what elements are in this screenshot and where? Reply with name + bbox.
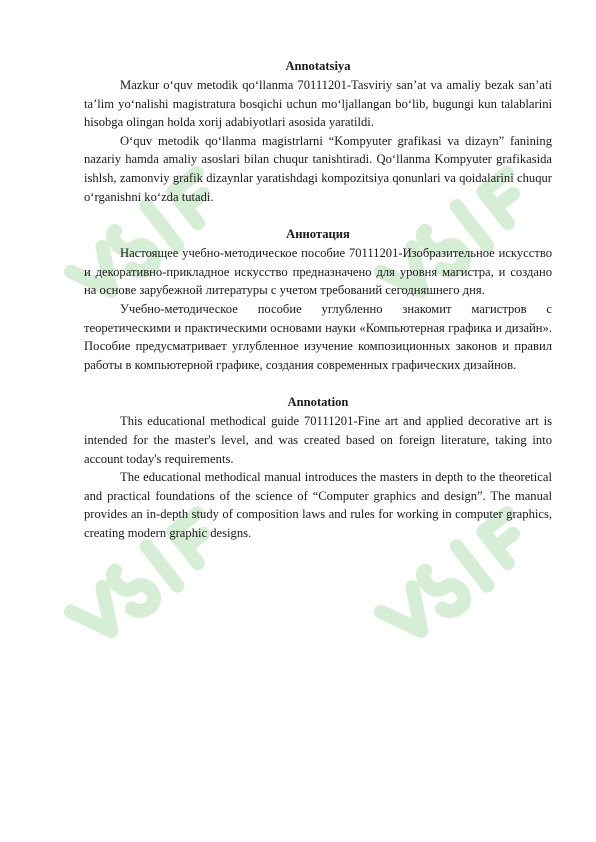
english-paragraph: The educational methodical manual introduces the masters in depth to the theoretical and practical foundations of the science of “Computer graphics and design”. The manual provides an in-depth study of composition laws and rules for working in computer graphics, creating modern graphic designs.: [84, 470, 552, 540]
russian-annotation: [84, 225, 552, 374]
russian-paragraph: Учебно-методическое пособие углубленно знакомит магистров с теоретическими и практическими основами науки «Компьютерная графика и дизайн». Пособие предусматривает углубленное изучение композиционных законов и правил работы в компьютерной графике, создания современных графических дизайнов.: [84, 301, 552, 372]
russian-annotation-title: Аннотация: [286, 227, 350, 242]
english-annotation: [84, 393, 552, 542]
english-paragraph: This educational methodical guide 70111201-Fine art and applied decorative art is intended for the master's level, and was created based on foreign literature, taking into account today's requirements.: [84, 414, 552, 466]
uzbek-paragraph: O‘quv metodik qo‘llanma magistrlarni “Kompyuter grafikasi va dizayn” fanining nazariy hamda amaliy asoslari bilan chuqur tanishtiradi. Qo‘llanma Kompyuter grafikasida ishlsh, zamonviy grafik dizaynlar yaratishdagi kompozitsiya qonunlari va qoidalarini chuqur o‘rganishni ko‘zda tutadi.: [84, 133, 552, 204]
russian-paragraph: Настоящее учебно-методическое пособие 70111201-Изобразительное искусство и декоративно-прикладное искусство предназначено для уровня магистра, и создано на основе зарубежной литературы с учетом требований сегодняшнего дня.: [84, 246, 552, 298]
uzbek-paragraph: Mazkur o‘quv metodik qo‘llanma 70111201-Tasviriy san’at va amaliy bezak san’ati ta’lim yo‘nalishi magistratura bosqichi uchun mo‘ljallangan bo‘lib, bugungi kun talablarini hisobga olingan holda xorij adabiyotlari asosida yaratildi.: [84, 78, 552, 130]
uzbek-annotation: [84, 57, 552, 206]
english-annotation-title: Annotation: [287, 395, 349, 410]
uzbek-annotation-title: Annotatsiya: [285, 59, 351, 73]
annotation-content: [84, 57, 552, 542]
